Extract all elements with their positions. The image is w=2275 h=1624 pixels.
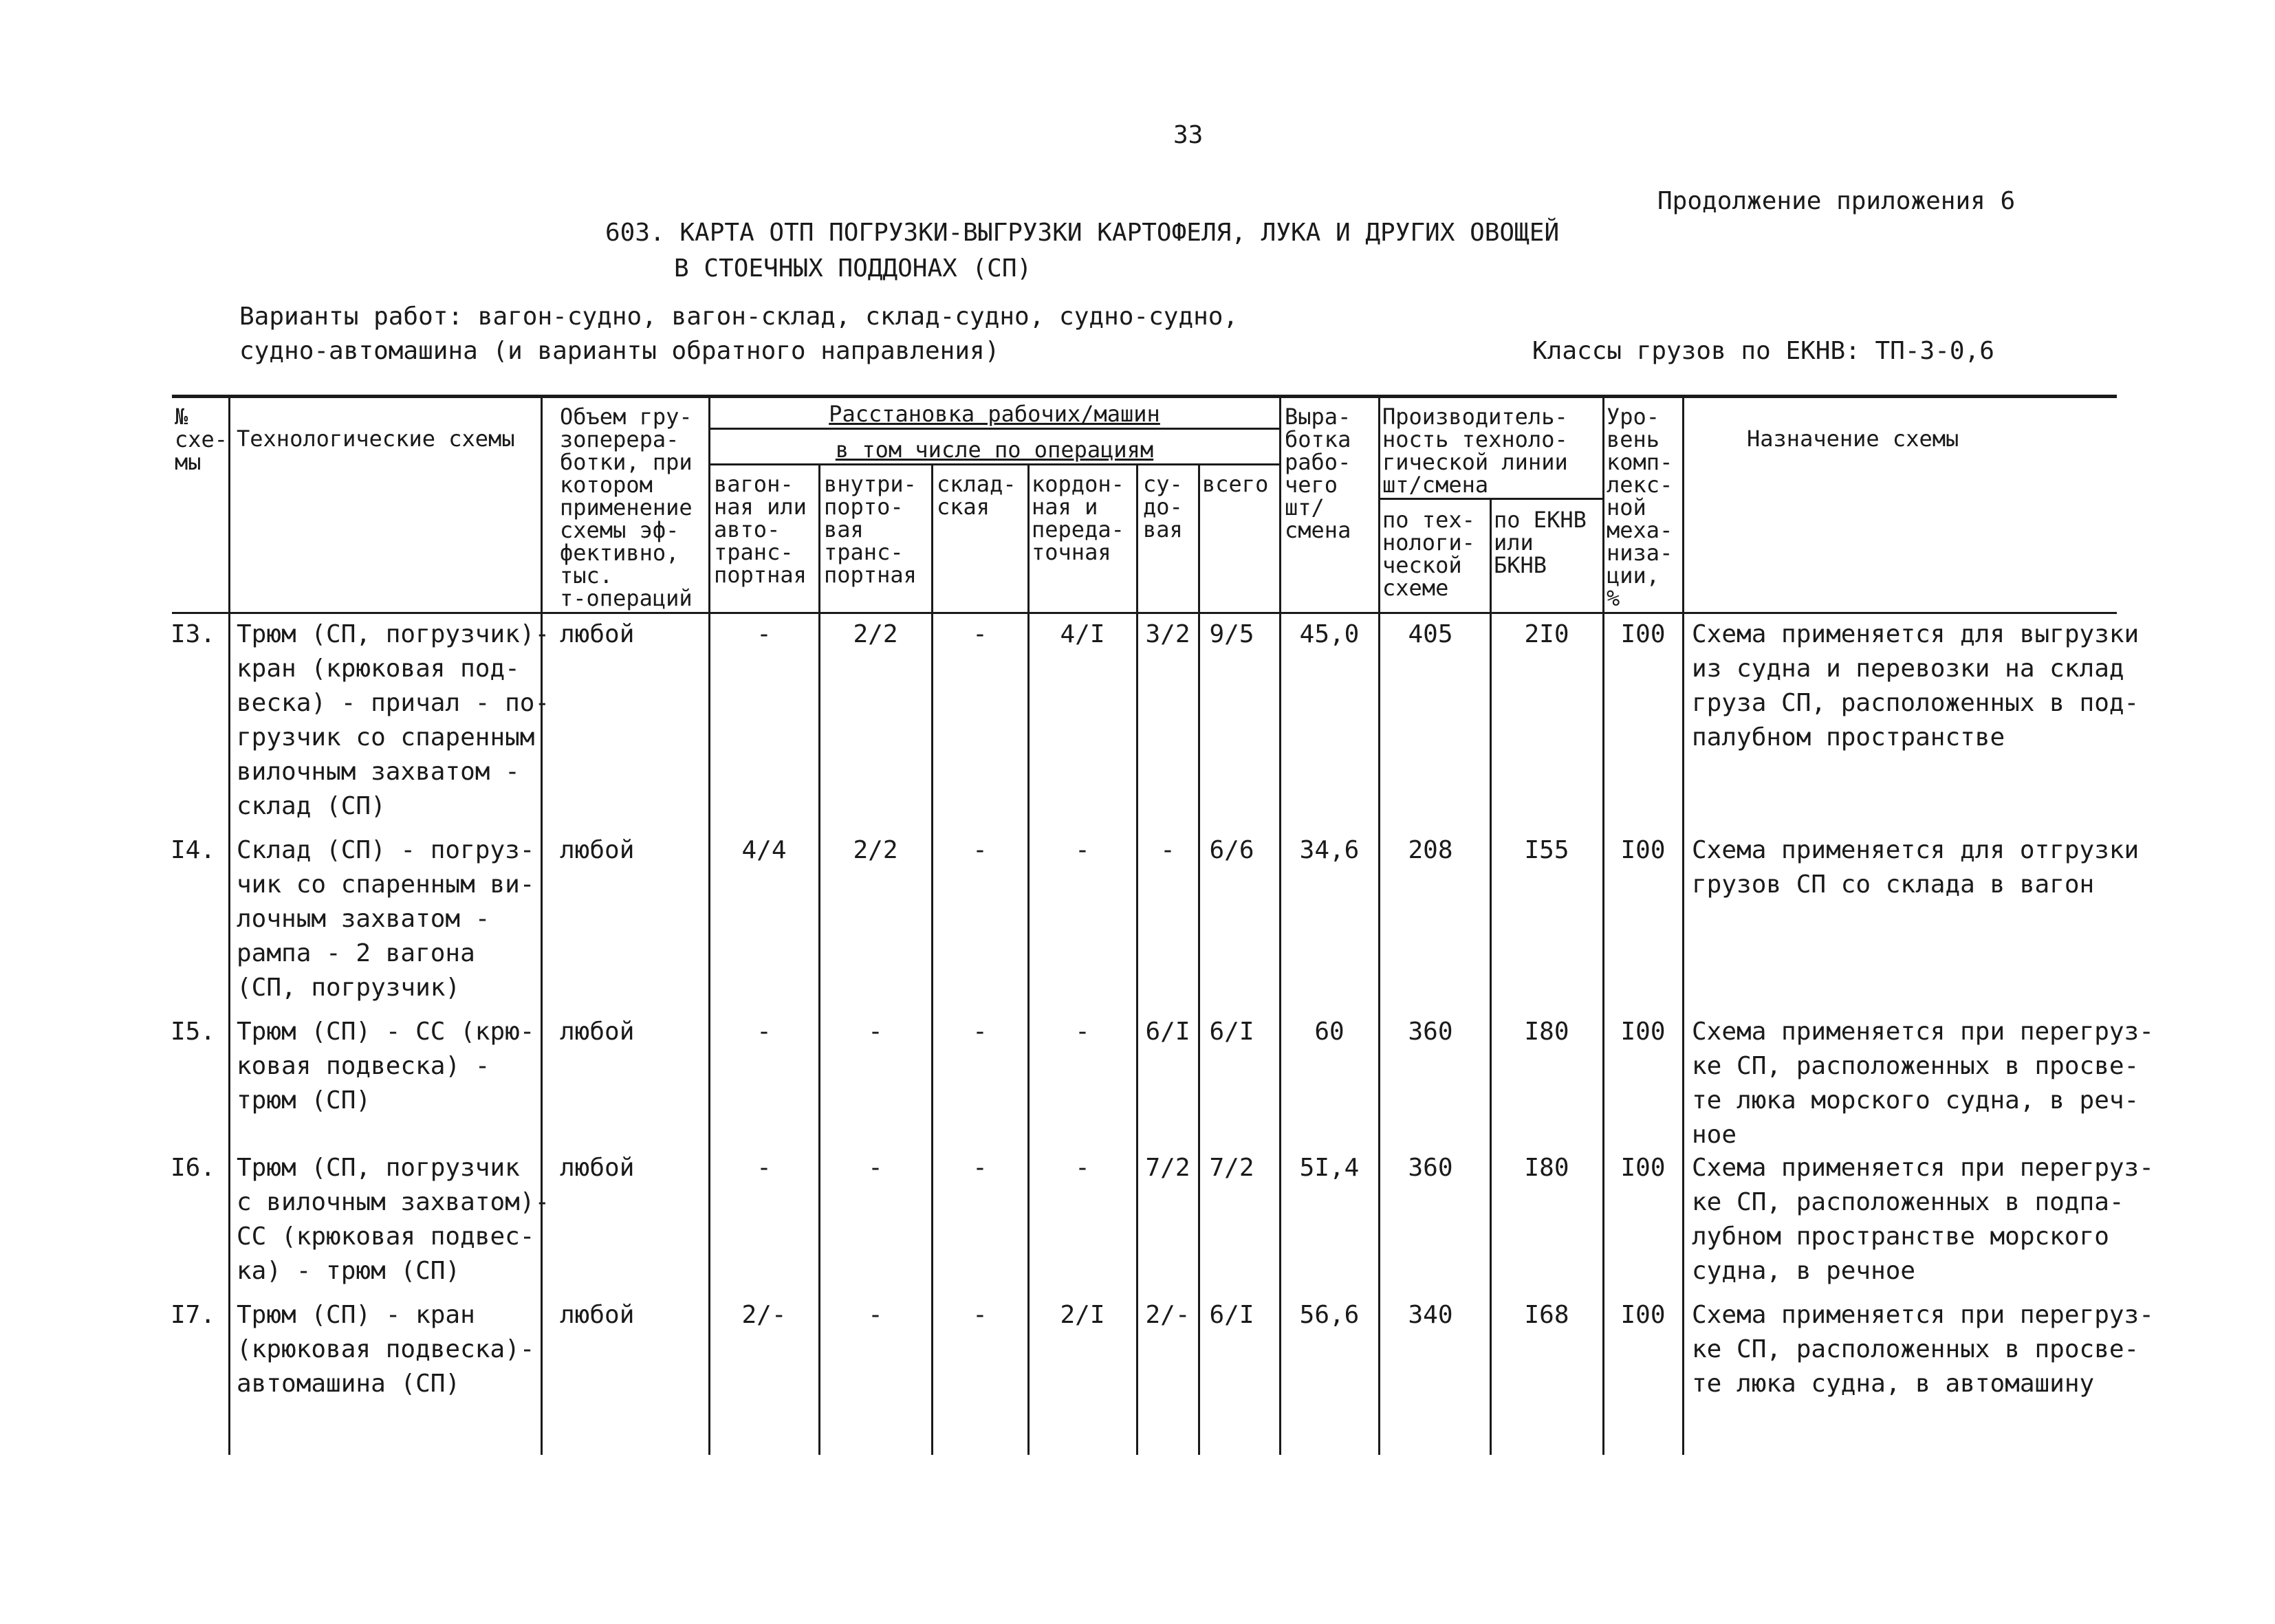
purpose-text: Схема применяется при перегруз- ке СП, расположенных в подпа- лубном пространстве морского судна, в речное bbox=[1692, 1154, 2154, 1285]
purpose-text: Схема применяется при перегруз- ке СП, расположенных в просве- те люка морского судна, в реч- ное bbox=[1692, 1018, 2154, 1149]
page-number: 33 bbox=[1173, 121, 1204, 149]
row-number: I5. bbox=[171, 1018, 216, 1046]
cordon-value: - bbox=[1075, 1018, 1090, 1046]
document-title-line2: В СТОЕЧНЫХ ПОДДОНАХ (СП) bbox=[674, 254, 1032, 283]
header-tech-schemes: Технологические схемы bbox=[237, 426, 515, 452]
tech-scheme: Трюм (СП, погрузчик)- кран (крюковая под- веска) - причал - по- грузчик со спаренным вилочным захватом - склад (СП) bbox=[237, 620, 550, 820]
continuation-note: Продолжение приложения 6 bbox=[1657, 187, 2016, 215]
ship-value: - bbox=[1160, 836, 1175, 864]
header-output: Выра- ботка рабо- чего шт/ смена bbox=[1285, 404, 1351, 543]
cordon-value: 2/I bbox=[1060, 1301, 1105, 1329]
row-number: I4. bbox=[171, 836, 216, 864]
warehouse-value: - bbox=[972, 1301, 988, 1329]
header-warehouse: склад- ская bbox=[937, 471, 1016, 520]
by-eknv-value: I55 bbox=[1524, 836, 1569, 864]
header-total: всего bbox=[1202, 471, 1269, 497]
inport-value: - bbox=[868, 1154, 883, 1182]
output-value: 34,6 bbox=[1299, 836, 1360, 864]
purpose-text: Схема применяется для отгрузки грузов СП со склада в вагон bbox=[1692, 836, 2140, 899]
document-title-line1: 603. КАРТА ОТП ПОГРУЗКИ-ВЫГРУЗКИ КАРТОФЕЛЯ, ЛУКА И ДРУГИХ ОВОЩЕЙ bbox=[605, 219, 1560, 247]
warehouse-value: - bbox=[972, 1154, 988, 1182]
volume: любой bbox=[560, 1018, 635, 1046]
volume: любой bbox=[560, 620, 635, 648]
wagon-value: 2/- bbox=[741, 1301, 787, 1329]
ship-value: 6/I bbox=[1145, 1018, 1190, 1046]
total-value: 7/2 bbox=[1209, 1154, 1254, 1182]
header-mechanization-level: Уро- вень комп- лекс- ной меха- низа- ции, % bbox=[1607, 404, 1673, 611]
work-variants-line1: Варианты работ: вагон-судно, вагон-склад, склад-судно, судно-судно, bbox=[239, 303, 1239, 331]
by-scheme-value: 340 bbox=[1408, 1301, 1453, 1329]
volume: любой bbox=[560, 1154, 635, 1182]
cordon-value: 4/I bbox=[1060, 620, 1105, 648]
wagon-value: - bbox=[756, 1154, 772, 1182]
level-value: I00 bbox=[1620, 1018, 1666, 1046]
total-value: 9/5 bbox=[1209, 620, 1254, 648]
tech-scheme: Трюм (СП) - СС (крю- ковая подвеска) - трюм (СП) bbox=[237, 1018, 535, 1115]
volume: любой bbox=[560, 836, 635, 864]
tech-scheme: Трюм (СП) - кран (крюковая подвеска)- автомашина (СП) bbox=[237, 1301, 535, 1398]
inport-value: 2/2 bbox=[853, 836, 898, 864]
wagon-value: 4/4 bbox=[741, 836, 787, 864]
by-scheme-value: 208 bbox=[1408, 836, 1453, 864]
row-number: I6. bbox=[171, 1154, 216, 1182]
by-eknv-value: I80 bbox=[1524, 1154, 1569, 1182]
by-scheme-value: 360 bbox=[1408, 1154, 1453, 1182]
header-inport: внутри- порто- вая транс- портная bbox=[824, 471, 917, 588]
row-number: I3. bbox=[171, 620, 216, 648]
output-value: 5I,4 bbox=[1299, 1154, 1360, 1182]
inport-value: 2/2 bbox=[853, 620, 898, 648]
purpose-text: Схема применяется при перегруз- ке СП, расположенных в просве- те люка судна, в автомашину bbox=[1692, 1301, 2154, 1398]
header-placement: Расстановка рабочих/машин bbox=[829, 401, 1160, 427]
ship-value: 2/- bbox=[1145, 1301, 1190, 1329]
by-eknv-value: I80 bbox=[1524, 1018, 1569, 1046]
by-eknv-value: 2I0 bbox=[1524, 620, 1569, 648]
warehouse-value: - bbox=[972, 1018, 988, 1046]
output-value: 45,0 bbox=[1299, 620, 1360, 648]
output-value: 56,6 bbox=[1299, 1301, 1360, 1329]
level-value: I00 bbox=[1620, 620, 1666, 648]
header-by-scheme: по тех- нологи- ческой схеме bbox=[1382, 507, 1475, 601]
total-value: 6/I bbox=[1209, 1018, 1254, 1046]
header-volume: Объем гру- зоперера- ботки, при котором применение схемы эф- фективно, тыс. т-операций bbox=[560, 404, 693, 611]
header-purpose: Назначение схемы bbox=[1747, 426, 1959, 452]
tech-scheme: Трюм (СП, погрузчик с вилочным захватом)- СС (крюковая подвес- ка) - трюм (СП) bbox=[237, 1154, 550, 1285]
by-eknv-value: I68 bbox=[1524, 1301, 1569, 1329]
cargo-classes: Классы грузов по ЕКНВ: ТП-3-0,6 bbox=[1532, 337, 1994, 365]
level-value: I00 bbox=[1620, 1301, 1666, 1329]
header-productivity: Производитель- ность техноло- гической линии шт/смена bbox=[1382, 404, 1568, 498]
cordon-value: - bbox=[1075, 836, 1090, 864]
header-by-operations: в том числе по операциям bbox=[835, 437, 1154, 463]
by-scheme-value: 360 bbox=[1408, 1018, 1453, 1046]
ship-value: 3/2 bbox=[1145, 620, 1190, 648]
level-value: I00 bbox=[1620, 836, 1666, 864]
by-scheme-value: 405 bbox=[1408, 620, 1453, 648]
header-ship: су- до- вая bbox=[1143, 471, 1183, 542]
row-number: I7. bbox=[171, 1301, 216, 1329]
volume: любой bbox=[560, 1301, 635, 1329]
tech-scheme: Склад (СП) - погруз- чик со спаренным ви- лочным захватом - рампа - 2 вагона (СП, погрузчик) bbox=[237, 836, 535, 1002]
wagon-value: - bbox=[756, 1018, 772, 1046]
inport-value: - bbox=[868, 1018, 883, 1046]
output-value: 60 bbox=[1314, 1018, 1345, 1046]
wagon-value: - bbox=[756, 620, 772, 648]
total-value: 6/6 bbox=[1209, 836, 1254, 864]
inport-value: - bbox=[868, 1301, 883, 1329]
header-cordon: кордон- ная и переда- точная bbox=[1032, 471, 1124, 565]
header-wagon: вагон- ная или авто- транс- портная bbox=[714, 471, 807, 588]
ship-value: 7/2 bbox=[1145, 1154, 1190, 1182]
header-num: № схе- мы bbox=[175, 404, 228, 475]
warehouse-value: - bbox=[972, 620, 988, 648]
total-value: 6/I bbox=[1209, 1301, 1254, 1329]
warehouse-value: - bbox=[972, 836, 988, 864]
cordon-value: - bbox=[1075, 1154, 1090, 1182]
header-by-eknv: по ЕКНВ или БКНВ bbox=[1494, 507, 1587, 578]
level-value: I00 bbox=[1620, 1154, 1666, 1182]
work-variants-line2: судно-автомашина (и варианты обратного направления) bbox=[239, 337, 1000, 365]
purpose-text: Схема применяется для выгрузки из судна и перевозки на склад груза СП, расположенных в под- палубном пространстве bbox=[1692, 620, 2140, 751]
